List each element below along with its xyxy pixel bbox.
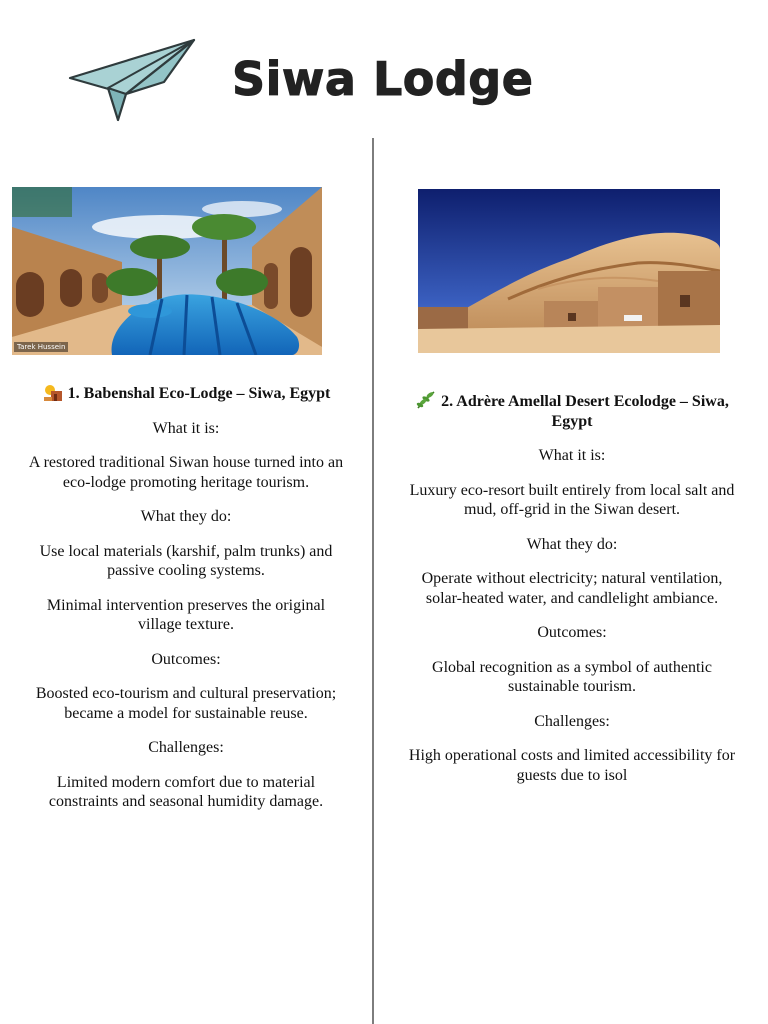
photo-credit: Tarek Hussein <box>14 342 68 352</box>
lodge-2-do-text: Operate without electricity; natural ventilation, solar-heated water, and candlelight ambiance. <box>421 570 723 607</box>
lodge-1-do-label: What they do: <box>140 508 232 525</box>
lodge-2-outcomes-label: Outcomes: <box>537 624 607 641</box>
babenshal-photo <box>12 187 322 355</box>
herb-leaf-icon <box>415 390 437 410</box>
lodge-1-outcomes-label: Outcomes: <box>151 650 221 668</box>
lodge-1-what-text: A restored traditional Siwan house turned into an eco-lodge promoting heritage tourism. <box>28 454 344 491</box>
column-divider <box>372 138 374 1024</box>
lodge-2-column <box>404 390 740 800</box>
lodge-1-what-label: What it is: <box>152 419 220 437</box>
page-header <box>0 0 768 130</box>
lodge-2-challenges-text: High operational costs and limited accessibility for guests due to isol <box>408 747 736 784</box>
sun-ruins-icon <box>42 382 64 402</box>
lodge-1-challenges-text: Limited modern comfort due to material constraints and seasonal humidity damage. <box>48 773 324 810</box>
lodge-1-do-text-2: Minimal intervention preserves the original village texture. <box>46 596 326 633</box>
lodge-2-outcomes-text: Global recognition as a symbol of authentic sustainable tourism. <box>432 658 712 695</box>
lodge-1-column <box>28 382 344 827</box>
lodge-2-what-text: Luxury eco-resort built entirely from local salt and mud, off-grid in the Siwan desert. <box>409 481 735 518</box>
lodge-2-challenges-label: Challenges: <box>534 712 610 730</box>
lodge-1-challenges-label: Challenges: <box>148 739 224 756</box>
lodge-1-do-text: Use local materials (karshif, palm trunks) and passive cooling systems. <box>39 542 333 579</box>
lodge-2-heading <box>404 390 740 431</box>
paper-plane-icon <box>68 38 196 124</box>
adrere-amellal-photo <box>418 189 720 353</box>
lodge-2-do-label: What they do: <box>526 535 618 553</box>
page-title: Siwa Lodge <box>232 52 534 106</box>
lodge-1-outcomes-text: Boosted eco-tourism and cultural preservation; became a model for sustainable reuse. <box>35 685 337 722</box>
lodge-2-what-label: What it is: <box>538 447 606 464</box>
lodge-2-name: 2. Adrère Amellal Desert Ecolodge – Siwa, Egypt <box>441 393 729 430</box>
lodge-1-name: 1. Babenshal Eco-Lodge – Siwa, Egypt <box>67 385 331 402</box>
lodge-1-heading <box>28 382 344 404</box>
